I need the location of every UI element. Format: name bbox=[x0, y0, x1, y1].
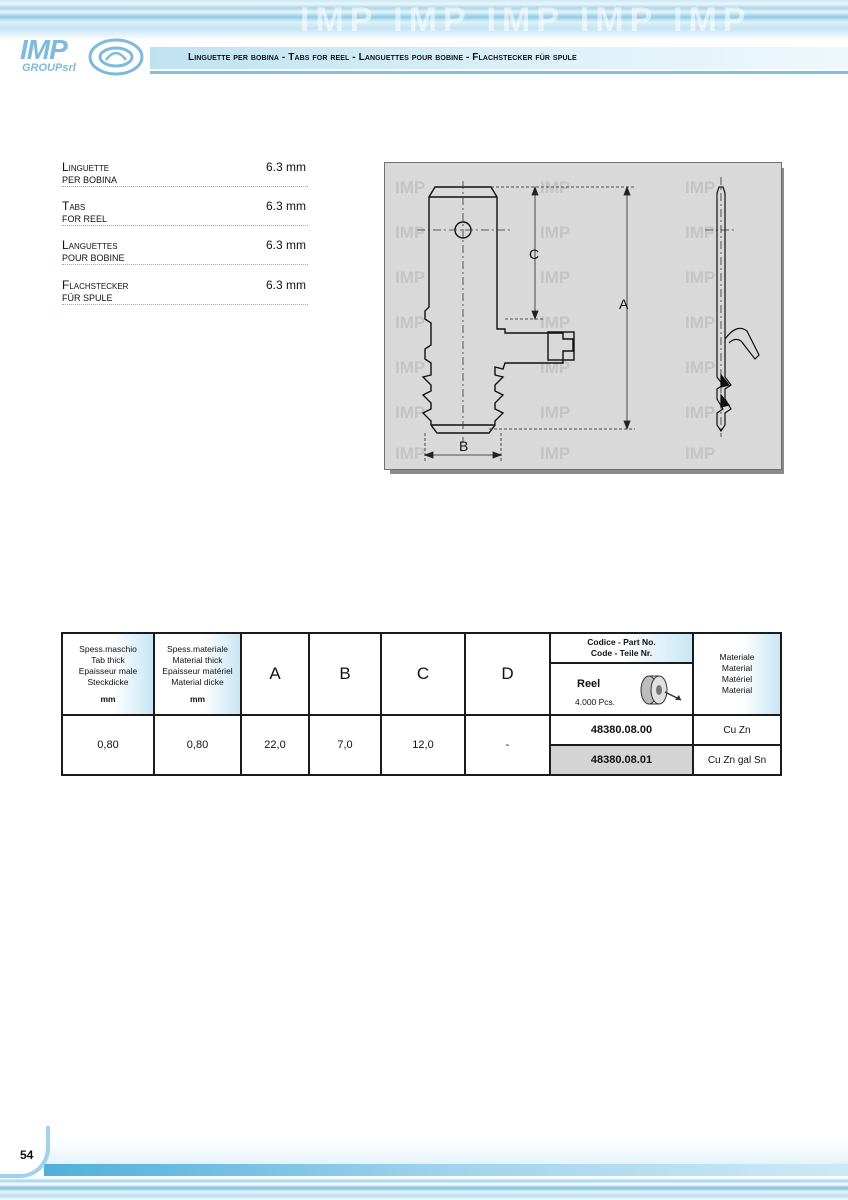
watermark-text: IMP bbox=[540, 313, 571, 332]
watermark-text: IMP bbox=[395, 403, 426, 422]
watermark-text: IMP bbox=[395, 268, 426, 287]
watermark-text: IMP bbox=[395, 358, 426, 377]
watermark-text: IMP bbox=[395, 313, 426, 332]
logo-subtext: GROUPsrl bbox=[22, 62, 76, 74]
company-logo bbox=[8, 34, 148, 80]
technical-drawing bbox=[384, 162, 782, 470]
page-title: Linguette per bobina - Tabs for reel - Languettes pour bobine - Flachstecker für spule bbox=[188, 52, 577, 63]
header-line: Material thick bbox=[172, 654, 223, 665]
footer-fade bbox=[44, 1140, 848, 1164]
header-a: A bbox=[241, 633, 309, 715]
tab-side-view bbox=[717, 187, 759, 431]
dimension-lines bbox=[425, 187, 635, 461]
reel-label: Reel bbox=[577, 678, 601, 690]
watermark-text: IMP bbox=[395, 178, 426, 197]
watermark-text: IMP bbox=[685, 358, 716, 377]
header-line: Matériel bbox=[721, 674, 753, 684]
spec-item bbox=[62, 238, 308, 265]
watermark-text: IMP bbox=[540, 178, 571, 197]
reel-quantity: 4.000 Pcs. bbox=[575, 697, 616, 707]
header-line: Material bbox=[721, 663, 753, 673]
header-unit: mm bbox=[189, 693, 206, 704]
table-header-row bbox=[62, 633, 781, 663]
header-line: Tab thick bbox=[91, 654, 125, 665]
spec-title: Languettes bbox=[62, 238, 118, 252]
spec-subtitle: FÜR SPULE bbox=[62, 293, 113, 303]
logo-emblem-icon bbox=[88, 38, 144, 76]
header-line: Epaisseur male bbox=[78, 665, 138, 676]
spec-item bbox=[62, 199, 308, 226]
cell-material: Cu Zn gal Sn bbox=[693, 745, 781, 775]
header-unit: mm bbox=[100, 693, 116, 704]
header-underline bbox=[150, 71, 848, 74]
cell-d: - bbox=[465, 715, 550, 775]
cell-b: 7,0 bbox=[309, 715, 381, 775]
watermark-text: IMP bbox=[685, 223, 716, 242]
header-line: Spess.materiale bbox=[167, 643, 228, 654]
reel-icon bbox=[631, 672, 687, 708]
spec-title: Linguette bbox=[62, 160, 110, 174]
cell-c: 12,0 bbox=[381, 715, 465, 775]
watermark-text: IMP bbox=[540, 358, 571, 377]
spec-value: 6.3 mm bbox=[265, 160, 306, 174]
spec-item bbox=[62, 160, 308, 187]
spec-value: 6.3 mm bbox=[265, 278, 306, 292]
watermark-text: IMP bbox=[395, 223, 426, 242]
header-watermark: IMP IMP IMP IMP IMP bbox=[300, 1, 752, 39]
watermark-text: IMP bbox=[685, 444, 716, 463]
spec-subtitle: FOR REEL bbox=[62, 214, 108, 224]
dimension-label-b: B bbox=[459, 438, 469, 454]
cell-part-code: 48380.08.00 bbox=[550, 715, 693, 745]
footer-bar bbox=[44, 1164, 848, 1176]
header-line: Steckdicke bbox=[87, 676, 129, 687]
header-line: Material bbox=[721, 685, 753, 695]
cell-a: 22,0 bbox=[241, 715, 309, 775]
header-tab-thick bbox=[62, 633, 154, 715]
header-line: Code - Teile Nr. bbox=[590, 648, 653, 658]
header-line: Epaisseur matériel bbox=[162, 665, 233, 676]
header-line: Codice - Part No. bbox=[587, 637, 656, 647]
watermark-text: IMP bbox=[685, 313, 716, 332]
logo-text: IMP bbox=[20, 34, 67, 65]
cell-part-code: 48380.08.01 bbox=[550, 745, 693, 775]
tab-contact-box bbox=[548, 332, 574, 360]
spec-value: 6.3 mm bbox=[265, 238, 306, 252]
spec-item bbox=[62, 278, 308, 305]
footer-stripes bbox=[0, 1178, 848, 1200]
product-table bbox=[61, 632, 782, 776]
drawing-canvas bbox=[385, 163, 781, 469]
cell-material: Cu Zn bbox=[693, 715, 781, 745]
spec-title: Tabs bbox=[62, 199, 86, 213]
header-material bbox=[693, 633, 781, 715]
header-line: Spess.maschio bbox=[79, 643, 137, 654]
drawing-watermark bbox=[395, 178, 715, 463]
spec-subtitle: PER BOBINA bbox=[62, 175, 118, 185]
watermark-text: IMP bbox=[540, 403, 571, 422]
header-line: Material dicke bbox=[171, 676, 224, 687]
dimension-label-a: A bbox=[619, 296, 629, 312]
cell-tab-thick: 0,80 bbox=[62, 715, 154, 775]
spec-title: Flachstecker bbox=[62, 278, 129, 292]
watermark-text: IMP bbox=[395, 444, 426, 463]
watermark-text: IMP bbox=[685, 178, 716, 197]
page-number: 54 bbox=[20, 1148, 34, 1162]
header-reel bbox=[550, 663, 693, 715]
spec-subtitle: POUR BOBINE bbox=[62, 253, 125, 263]
watermark-text: IMP bbox=[685, 268, 716, 287]
header-line: Materiale bbox=[719, 652, 755, 662]
watermark-text: IMP bbox=[540, 444, 571, 463]
watermark-text: IMP bbox=[540, 223, 571, 242]
table-row bbox=[62, 715, 781, 745]
spec-value: 6.3 mm bbox=[265, 199, 306, 213]
dimension-label-c: C bbox=[529, 246, 540, 262]
header-d: D bbox=[465, 633, 550, 715]
watermark-text: IMP bbox=[540, 268, 571, 287]
header-material-thick bbox=[154, 633, 241, 715]
header-code bbox=[550, 633, 693, 663]
header-b: B bbox=[309, 633, 381, 715]
watermark-text: IMP bbox=[685, 403, 716, 422]
cell-material-thick: 0,80 bbox=[154, 715, 241, 775]
header-c: C bbox=[381, 633, 465, 715]
